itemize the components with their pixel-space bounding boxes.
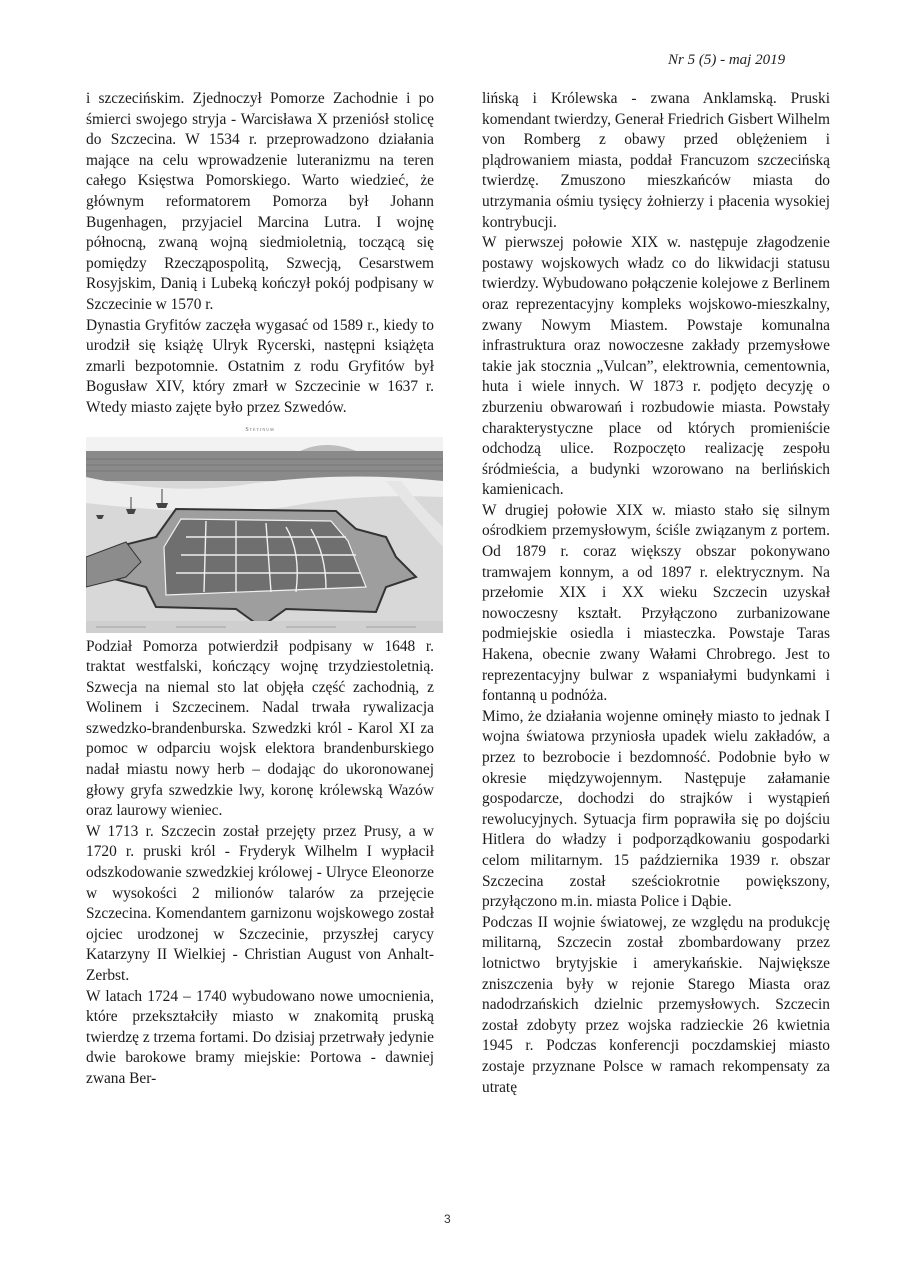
paragraph: W 1713 r. Szczecin został przejęty przez Prusy, a w 1720 r. pruski król - Fryderyk Wilhelm I wypłacił odszkodowanie szwedzkiej królowej - Ulryce Eleonorze w wysokości 2 milionów talarów za przejęcie Szczecina. Komendantem garnizonu wojskowego został ojciec urodzonej w Szczecinie, przyszłej carycy Katarzyny II Wielkiej - Christian August von Anhalt-Zerbst. xyxy=(86,822,434,984)
engraving-figure xyxy=(86,423,434,633)
issue-header: Nr 5 (5) - maj 2019 xyxy=(668,52,786,68)
figure-caption: Stetinum xyxy=(245,426,275,433)
left-column xyxy=(86,89,434,1090)
paragraph: W latach 1724 – 1740 wybudowano nowe umocnienia, które przekształciły miasto w znakomitą pruską twierdzę z trzema fortami. Do dzisiaj przetrwały jedynie dwie barokowe bramy miejskie: Portowa - dawniej zwana Ber- xyxy=(86,987,434,1087)
page-number: 3 xyxy=(444,1212,451,1226)
paragraph: W pierwszej połowie XIX w. następuje złagodzenie postawy wojskowych władz co do likwidacji statusu twierdzy. Wybudowano połączenie kolejowe z Berlinem oraz reprezentacyjny kompleks wojskowo-mieszkalny, zwany Nowym Miastem. Powstaje komunalna infrastruktura oraz nowoczesne zakłady przemysłowe takie jak stocznia „Vulcan”, elektrownia, cementownia, huta i wiele innych. W 1873 r. podjęto decyzję o zburzeniu obwarowań i rozbudowie miasta. Powstały charakterystyczne place od których promieniście odchodzą ulice. Rozpoczęto realizację zespołu śródmieścia, a budynki wzorowano na berlińskich kamienicach. xyxy=(482,234,830,499)
paragraph: Podział Pomorza potwierdził podpisany w 1648 r. traktat westfalski, kończący wojnę trzydziestoletnią. Szwecja na niemal sto lat objęła część zachodnią, z Wolinem i Szczecinem. Nadal trwała rywalizacja szwedzko-brandenburska. Szwedzki król - Karol XI za pomoc w odparciu wojsk elektora brandenburskiego nadał miastu nowy herb – dodając do ukoronowanej głowy gryfa szwedzkie lwy, koronę królewską Wazów oraz laurowy wieniec. xyxy=(86,637,434,820)
paragraph: lińską i Królewska - zwana Anklamską. Pruski komendant twierdzy, Generał Friedrich Gisbert Wilhelm von Romberg z obawy przed oblężeniem i plądrowaniem miasta, poddał Francuzom szczecińską twierdzę. Zmuszono mieszkańców miasta do utrzymania ośmiu tysięcy żołnierzy i płacenia wysokiej kontrybucji. xyxy=(482,90,830,231)
paragraph: Mimo, że działania wojenne ominęły miasto to jednak I wojna światowa przyniosła upadek wielu zakładów, a przez to bezrobocie i bezdomność. Podobnie było w okresie międzywojennym. Następuje załamanie gospodarcze, dochodzi do strajków i wystąpień rewolucyjnych. Sytuacja firm poprawiła się po dojściu Hitlera do władzy i podporządkowaniu gospodarki celom militarnym. 15 października 1939 r. obszar Szczecina został sześciokrotnie powiększony, przyłączono m.in. miasta Police i Dąbie. xyxy=(482,707,830,911)
right-column xyxy=(482,89,830,1098)
paragraph: i szczecińskim. Zjednoczył Pomorze Zachodnie i po śmierci swojego stryja - Warcisława X przeniósł stolicę do Szczecina. W 1534 r. przeprowadzono działania mające na celu wprowadzenie luteranizmu na teren całego Księstwa Pomorskiego. Warto wiedzieć, że głównym reformatorem Pomorza był Johann Bugenhagen, przyjaciel Marcina Lutra. I wojnę północną, zwaną wojną siedmioletnią, toczącą się pomiędzy Rzecząpospolitą, Szwecją, Cesarstwem Rosyjskim, Danią i Lubeką kończył pokój podpisany w Szczecinie w 1570 r. xyxy=(86,90,434,313)
paragraph: W drugiej połowie XIX w. miasto stało się silnym ośrodkiem przemysłowym, ściśle związanym z portem. Od 1879 r. coraz większy obszar pokonywano tramwajem konnym, a od 1897 r. elektrycznym. Na przełomie XIX i XX wieku Szczecin uzyskał nowoczesny kształt. Przyłączono zurbanizowane podmiejskie osiedla i miasteczka. Powstaje Taras Hakena, obecnie zwany Wałami Chrobrego. Jest to reprezentacyjny bulwar z wspaniałymi budynkami i fontanną u podnóża. xyxy=(482,501,830,705)
stettin-engraving-image xyxy=(86,437,443,633)
paragraph: Podczas II wojnie światowej, ze względu na produkcję militarną, Szczecin został zbombardowany przez lotnictwo brytyjskie i amerykańskie. Największe zniszczenia były w rejonie Starego Miasta oraz nadodrzańskich dzielnic przemysłowych. Szczecin został zdobyty przez wojska radzieckie 26 kwietnia 1945 r. Podczas konferencji poczdamskiej miasto zostaje przyznane Polsce w ramach rekompensaty za utratę xyxy=(482,913,830,1096)
paragraph: Dynastia Gryfitów zaczęła wygasać od 1589 r., kiedy to urodził się książę Ulryk Rycerski, następni książęta zmarli bezpotomnie. Ostatnim z rodu Gryfitów był Bogusław XIV, który zmarł w Szczecinie w 1637 r. Wtedy miasto zajęte było przez Szwedów. xyxy=(86,316,434,416)
